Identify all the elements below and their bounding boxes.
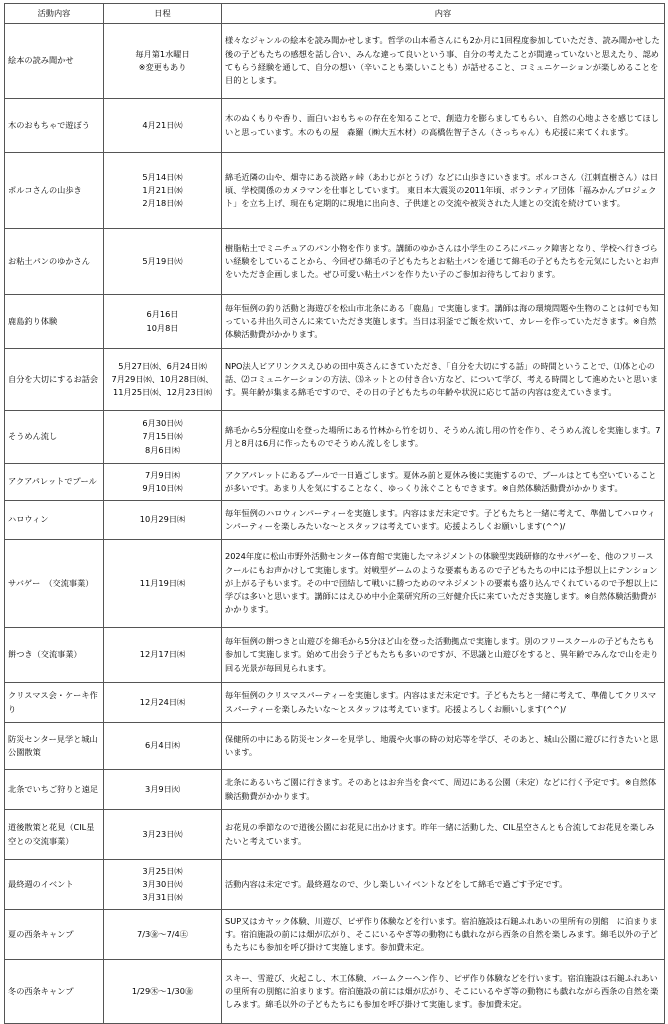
content-cell: 木のぬくもりや香り、面白いおもちゃの存在を知ることで、創造力を膨らましてもらい、自然の心地よさを感じてほしいと思っています。木のもの屋 森羅（㈱大五木材）の高橋佐智子さん（さっちゃん）も応援に来てくれます。 — [222, 99, 665, 153]
activity-cell: サバゲー （交流事業） — [5, 540, 104, 628]
schedule-cell: 3月25日㈭ 3月30日㈫ 3月31日㈬ — [104, 860, 222, 910]
content-cell: 北条にあるいちご園に行きます。そのあとはお弁当を食べて、周辺にある公園（未定）などに行く予定です。※自然体験活動費がかかります。 — [222, 770, 665, 810]
table-row — [5, 960, 665, 1024]
table-row — [5, 464, 665, 501]
table-row — [5, 810, 665, 860]
activity-cell: クリスマス会・ケーキ作り — [5, 683, 104, 723]
content-cell: アクアパレットにあるプールで一日過ごします。夏休み前と夏休み後に実施するので、プールはとても空いていることが多いです。あまり人を気にすることなく、ゆっくり泳ぐこともできます。※自然体験活動費がかかります。 — [222, 464, 665, 501]
schedule-cell: 5月14日㈭ 1月21日㈬ 2月18日㈬ — [104, 153, 222, 229]
table-row — [5, 860, 665, 910]
schedule-cell: 3月9日㈫ — [104, 770, 222, 810]
content-cell: NPO法人ビアリンクスえひめの田中英さんにきていただき、「自分を大切にする話」の時間ということで、⑴体と心の話、⑵コミュニケーションの方法、⑶ネットとの付き合い方など、について学び、考える時間として進めたいと思います。異年齢が集まる綿毛ですので、その日の子どもたちの年齢や状況に応じて話の内容は変えていきます。 — [222, 349, 665, 411]
activity-cell: 夏の西条キャンプ — [5, 910, 104, 960]
table-row — [5, 349, 665, 411]
content-cell: 活動内容は未定です。最終週なので、少し楽しいイベントなどをして綿毛で過ごす予定です。 — [222, 860, 665, 910]
activity-schedule-table — [4, 3, 665, 1024]
schedule-cell: 7/3㊎～7/4㊏ — [104, 910, 222, 960]
header-activity: 活動内容 — [5, 4, 104, 24]
activity-cell: 冬の西条キャンプ — [5, 960, 104, 1024]
activity-cell: お粘土パンのゆかさん — [5, 229, 104, 295]
schedule-cell: 11月19日㈭ — [104, 540, 222, 628]
content-cell: 毎年恒例の餅つきと山遊びを綿毛から5分ほど山を登った活動拠点で実施します。別のフリースクールの子どもたちも参加して実施します。始めて出会う子どもたちも多いのですが、不思議と山遊びをすると、異年齢でみんなで山を走り回る光景が毎回見られます。 — [222, 628, 665, 683]
schedule-cell: 6月30日㈫ 7月15日㈬ 8月6日㈭ — [104, 411, 222, 464]
content-cell: 綿毛から5分程度山を登った場所にある竹林から竹を切り、そうめん流し用の竹を作り、そうめん流しを実施します。7月と8月は6月に作ったものでそうめん流しをします。 — [222, 411, 665, 464]
schedule-cell: 5月27日㈬、6月24日㈬ 7月29日㈬、10月28日㈬、 11月25日㈬、12月23日㈬ — [104, 349, 222, 411]
content-cell: 毎年恒例のクリスマスパーティーを実施します。内容はまだ未定です。子どもたちと一緒に考えて、準備してクリスマスパーティーを楽しみたいな～とスタッフは考えています。応援よろしくお願いします(^^)/ — [222, 683, 665, 723]
activity-cell: 自分を大切にするお話会 — [5, 349, 104, 411]
schedule-cell: 1/29㊍～1/30㊎ — [104, 960, 222, 1024]
content-cell: 保健所の中にある防災センターを見学し、地震や火事の時の対応等を学び、そのあと、城山公園に遊びに行きたいと思います。 — [222, 723, 665, 770]
content-cell: 2024年度に松山市野外活動センター体育館で実施したマネジメントの体験型実践研修的なサバゲーを、他のフリースクールにもお声かけして実施します。対戦型ゲームのような要素もあるので子どもたちの中には予想以上にテンションが上がる子もいます。その中で団結して戦いに勝つためのマネジメントの要素も盛り込んでくれているので予想以上に学びは多いと思います。講師にはえひめ中小企業研究所の三好健介氏に来ていただき実施します。※自然体験活動費がかかります。 — [222, 540, 665, 628]
activity-cell: ポルコさんの山歩き — [5, 153, 104, 229]
table-row — [5, 910, 665, 960]
activity-cell: 防災センター見学と城山公園散策 — [5, 723, 104, 770]
content-cell: お花見の季節なので道後公園にお花見に出かけます。昨年一緒に活動した、CIL星空さんとも合流してお花見を楽しみたいと考えています。 — [222, 810, 665, 860]
schedule-cell: 毎月第1水曜日 ※変更もあり — [104, 24, 222, 99]
schedule-cell: 12月17日㈭ — [104, 628, 222, 683]
activity-cell: 北条でいちご狩りと遠足 — [5, 770, 104, 810]
activity-cell: そうめん流し — [5, 411, 104, 464]
table-row — [5, 99, 665, 153]
schedule-cell: 4月21日㈫ — [104, 99, 222, 153]
table-row — [5, 411, 665, 464]
table-row — [5, 770, 665, 810]
activity-cell: 鹿島釣り体験 — [5, 295, 104, 349]
header-row — [5, 4, 665, 24]
table-row — [5, 229, 665, 295]
table-row — [5, 501, 665, 540]
activity-cell: 最終週のイベント — [5, 860, 104, 910]
table-row — [5, 295, 665, 349]
content-cell: 様々なジャンルの絵本を読み聞かせします。哲学の山本希さんにも2か月に1回程度参加していただき、読み聞かせした後の子どもたちの感想を話し合い、みんな違って良いという事、自分の考えたことが間違っていないと思えたり、認めてもらう経験を通して、自分の想い（辛いことも楽しいことも）が話せること、コミュニケーションが楽しめることを目的とします。 — [222, 24, 665, 99]
schedule-cell: 6月4日㈭ — [104, 723, 222, 770]
table-row — [5, 540, 665, 628]
content-cell: 毎年恒例の釣り活動と海遊びを松山市北条にある「鹿島」で実施します。講師は海の環境問題や生物のことは何でも知っている井出久司さんに来ていただき実施します。当日は羽釜でご飯を炊いて、カレーを作っていただきます。※自然体験活動費がかかります。 — [222, 295, 665, 349]
table-row — [5, 628, 665, 683]
content-cell: 毎年恒例のハロウィンパーティーを実施します。内容はまだ未定です。子どもたちと一緒に考えて、準備してハロウィンパーティーを楽しみたいな～とスタッフは考えています。応援よろしくお願いします(^^)/ — [222, 501, 665, 540]
table-row — [5, 723, 665, 770]
schedule-cell: 6月16日 10月8日 — [104, 295, 222, 349]
content-cell: 綿毛近隣の山や、畑寺にある淡路ヶ峠（あわじがとうげ）などに山歩きにいきます。ポルコさん（江刺直樹さん）は日頃、学校関係のカメラマンを仕事としています。 東日本大震災の2011年頃、ボランティア団体「福みかんプロジェクト」を立ち上げ、現在も定期的に現地に出向き、子供達との交流や被災された人達との交流を続けています。 — [222, 153, 665, 229]
activity-cell: 道後散策と花見（CIL星空との交流事業） — [5, 810, 104, 860]
content-cell: 樹脂粘土でミニチュアのパン小物を作ります。講師のゆかさんは小学生のころにパニック障害となり、学校へ行きづらい経験をしていることから、今回ぜひ綿毛の子どもたちとお粘土パンを通じて綿毛の子どもたちを元気にしたいとお声をいただき企画しました。ぜひ可愛い粘土パンを作りたい子のご参加お待ちしております。 — [222, 229, 665, 295]
schedule-cell: 3月23日㈫ — [104, 810, 222, 860]
table-row — [5, 153, 665, 229]
content-cell: SUP又はカヤック体験、川遊び、ピザ作り体験などを行います。宿泊施設は石鎚ふれあいの里所有の別館 に泊まります。宿泊施設の前には畑が広がり、そこにいるやぎ等の動物にも戯れながら西条の自然を楽しみます。綿毛以外の子どもたちにも参加を呼び掛けて実施します。参加費未定。 — [222, 910, 665, 960]
header-content: 内容 — [222, 4, 665, 24]
table-row — [5, 24, 665, 99]
activity-cell: アクアパレットでプール — [5, 464, 104, 501]
activity-cell: 絵本の読み聞かせ — [5, 24, 104, 99]
schedule-cell: 10月29日㈭ — [104, 501, 222, 540]
schedule-cell: 7月9日㈭ 9月10日㈭ — [104, 464, 222, 501]
content-cell: スキー、雪遊び、火起こし、木工体験、バームクーヘン作り、ピザ作り体験などを行います。宿泊施設は石鎚ふれあいの里所有の別館に泊まります。宿泊施設の前には畑が広がり、そこにいるやぎ等の動物にも戯れながら西条の自然を楽しみます。綿毛以外の子どもたちにも参加を呼び掛けて実施します。参加費未定。 — [222, 960, 665, 1024]
table-row — [5, 683, 665, 723]
header-schedule: 日程 — [104, 4, 222, 24]
activity-cell: 餅つき（交流事業） — [5, 628, 104, 683]
schedule-cell: 12月24日㈭ — [104, 683, 222, 723]
schedule-cell: 5月19日㈫ — [104, 229, 222, 295]
activity-cell: ハロウィン — [5, 501, 104, 540]
activity-cell: 木のおもちゃで遊ぼう — [5, 99, 104, 153]
